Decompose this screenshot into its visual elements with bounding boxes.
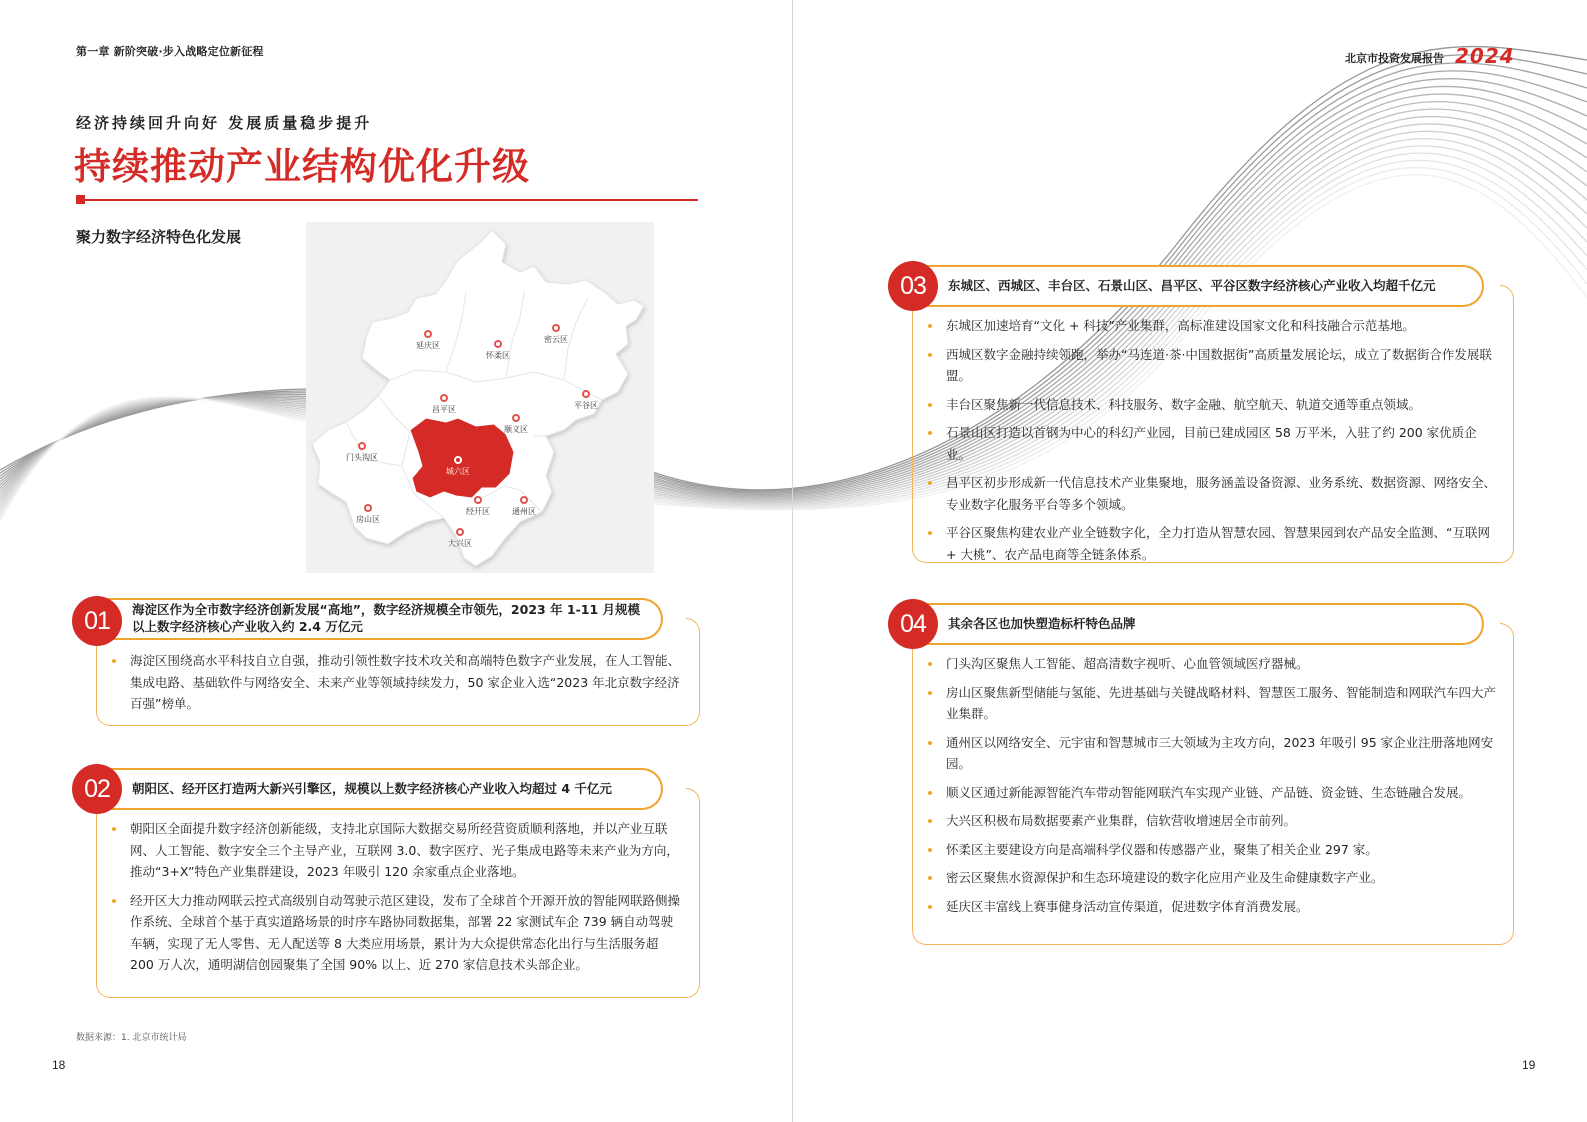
list-item: 平谷区聚焦构建农业产业全链数字化，全力打造从智慧农园、智慧果园到农产品安全监测、“互联网 + 大桃”、农产品电商等全链条体系。 xyxy=(928,522,1498,565)
district-marker-icon xyxy=(512,414,520,422)
title-rule xyxy=(76,199,698,201)
list-item: 密云区聚焦水资源保护和生态环境建设的数字化应用产业及生命健康数字产业。 xyxy=(928,867,1498,889)
chapter-header xyxy=(76,43,264,59)
district-label: 大兴区 xyxy=(448,539,472,548)
district-marker-icon xyxy=(424,330,432,338)
data-source-note: 数据来源：1. 北京市统计局 xyxy=(76,1033,187,1043)
card-number-badge: 04 xyxy=(888,599,938,649)
report-name: 北京市投资发展报告 xyxy=(1345,52,1444,65)
list-item: 门头沟区聚焦人工智能、超高清数字视听、心血管领域医疗器械。 xyxy=(928,653,1498,675)
card-04 xyxy=(888,603,1514,947)
page-title: 持续推动产业结构优化升级 xyxy=(74,145,530,188)
list-item: 房山区聚焦新型储能与氢能、先进基础与关键战略材料、智慧医工服务、智能制造和网联汽车四大产业集群。 xyxy=(928,682,1498,725)
district-marker-icon xyxy=(494,340,502,348)
district-label: 顺义区 xyxy=(504,425,528,434)
district-label: 房山区 xyxy=(356,515,380,524)
district-label: 城六区 xyxy=(446,467,470,476)
district-label: 经开区 xyxy=(466,507,490,516)
page-number-left: 18 xyxy=(52,1058,66,1072)
card-bullets xyxy=(928,315,1498,572)
list-item: 朝阳区全面提升数字经济创新能级，支持北京国际大数据交易所经营资质顺利落地，并以产业互联网、人工智能、数字安全三个主导产业，互联网 3.0、数字医疗、光子集成电路等未来产业为方向，推动“3+X”特色产业集群建设，2023 年吸引 120 余家重点企业落地。 xyxy=(112,818,684,883)
list-item: 昌平区初步形成新一代信息技术产业集聚地，服务涵盖设备资源、业务系统、数据资源、网络安全、专业数字化服务平台等多个领域。 xyxy=(928,472,1498,515)
list-item: 东城区加速培育“文化 + 科技”产业集群，高标准建设国家文化和科技融合示范基地。 xyxy=(928,315,1498,337)
card-02 xyxy=(72,768,700,1000)
district-label: 通州区 xyxy=(512,507,536,516)
list-item: 海淀区围绕高水平科技自立自强，推动引领性数字技术攻关和高端特色数字产业发展，在人工智能、集成电路、基础软件与网络安全、未来产业等领域持续发力，50 家企业入选“2023 年北京数字经济百强”榜单。 xyxy=(112,650,684,715)
title-square-marker xyxy=(76,195,85,204)
district-label: 平谷区 xyxy=(574,401,598,410)
card-title: 海淀区作为全市数字经济创新发展“高地”，数字经济规模全市领先，2023 年 1-11 月规模以上数字经济核心产业收入约 2.4 万亿元 xyxy=(132,602,641,634)
district-marker-icon xyxy=(440,394,448,402)
highlighted-district-shape xyxy=(410,418,514,498)
card-01 xyxy=(72,598,700,728)
district-marker-icon xyxy=(454,456,462,464)
district-marker-icon xyxy=(364,504,372,512)
page-spine xyxy=(792,0,793,1122)
card-side-line xyxy=(686,618,700,638)
list-item: 通州区以网络安全、元宇宙和智慧城市三大领域为主攻方向，2023 年吸引 95 家企业注册落地网安园。 xyxy=(928,732,1498,775)
card-bullets xyxy=(112,650,684,722)
district-label: 延庆区 xyxy=(416,341,440,350)
district-label: 密云区 xyxy=(544,335,568,344)
card-bullets xyxy=(112,818,684,983)
beijing-district-map xyxy=(306,222,654,573)
card-title: 东城区、西城区、丰台区、石景山区、昌平区、平谷区数字经济核心产业收入均超千亿元 xyxy=(948,278,1436,293)
card-side-line xyxy=(1500,623,1514,643)
district-marker-icon xyxy=(520,496,528,504)
district-marker-icon xyxy=(456,528,464,536)
page-number-right: 19 xyxy=(1522,1058,1536,1072)
card-number-badge: 01 xyxy=(72,596,122,646)
list-item: 顺义区通过新能源智能汽车带动智能网联汽车实现产业链、产品链、资金链、生态链融合发展。 xyxy=(928,782,1498,804)
card-title: 其余各区也加快塑造标杆特色品牌 xyxy=(948,616,1136,631)
district-marker-icon xyxy=(358,442,366,450)
card-bullets xyxy=(928,653,1498,924)
district-marker-icon xyxy=(552,324,560,332)
district-label: 门头沟区 xyxy=(346,453,378,462)
district-label: 怀柔区 xyxy=(486,351,510,360)
card-side-line xyxy=(1500,285,1514,305)
page-subtitle: 经济持续回升向好 发展质量稳步提升 xyxy=(76,114,373,132)
card-03 xyxy=(888,265,1514,565)
card-number-badge: 03 xyxy=(888,261,938,311)
list-item: 大兴区积极布局数据要素产业集群，信软营收增速居全市前列。 xyxy=(928,810,1498,832)
list-item: 石景山区打造以首钢为中心的科幻产业园，目前已建成园区 58 万平米，入驻了约 200 家优质企业。 xyxy=(928,422,1498,465)
list-item: 经开区大力推动网联云控式高级别自动驾驶示范区建设，发布了全球首个开源开放的智能网联路侧操作系统、全球首个基于真实道路场景的时序车路协同数据集，部署 22 家测试车企 739 辆自动驾驶车辆，实现了无人零售、无人配送等 8 大类应用场景，累计为大众提供常态化出行与生活服务超 200 万人次，通明湖信创园聚集了全国 90% 以上、近 270 家信息技术头部企业。 xyxy=(112,890,684,976)
section-heading: 聚力数字经济特色化发展 xyxy=(76,228,242,246)
list-item: 怀柔区主要建设方向是高端科学仪器和传感器产业，聚集了相关企业 297 家。 xyxy=(928,839,1498,861)
report-year: 2024 xyxy=(1455,44,1515,68)
card-number-badge: 02 xyxy=(72,764,122,814)
district-marker-icon xyxy=(582,390,590,398)
card-title: 朝阳区、经开区打造两大新兴引擎区，规模以上数字经济核心产业收入均超过 4 千亿元 xyxy=(132,781,612,796)
chapter-title: 新阶突破·步入战略定位新征程 xyxy=(113,45,264,58)
district-marker-icon xyxy=(474,496,482,504)
chapter-prefix: 第一章 xyxy=(76,45,110,58)
list-item: 西城区数字金融持续领跑，举办“马连道·茶·中国数据街”高质量发展论坛，成立了数据街合作发展联盟。 xyxy=(928,344,1498,387)
card-side-line xyxy=(686,788,700,808)
district-label: 昌平区 xyxy=(432,405,456,414)
list-item: 延庆区丰富线上赛事健身活动宣传渠道，促进数字体育消费发展。 xyxy=(928,896,1498,918)
list-item: 丰台区聚焦新一代信息技术、科技服务、数字金融、航空航天、轨道交通等重点领域。 xyxy=(928,394,1498,416)
